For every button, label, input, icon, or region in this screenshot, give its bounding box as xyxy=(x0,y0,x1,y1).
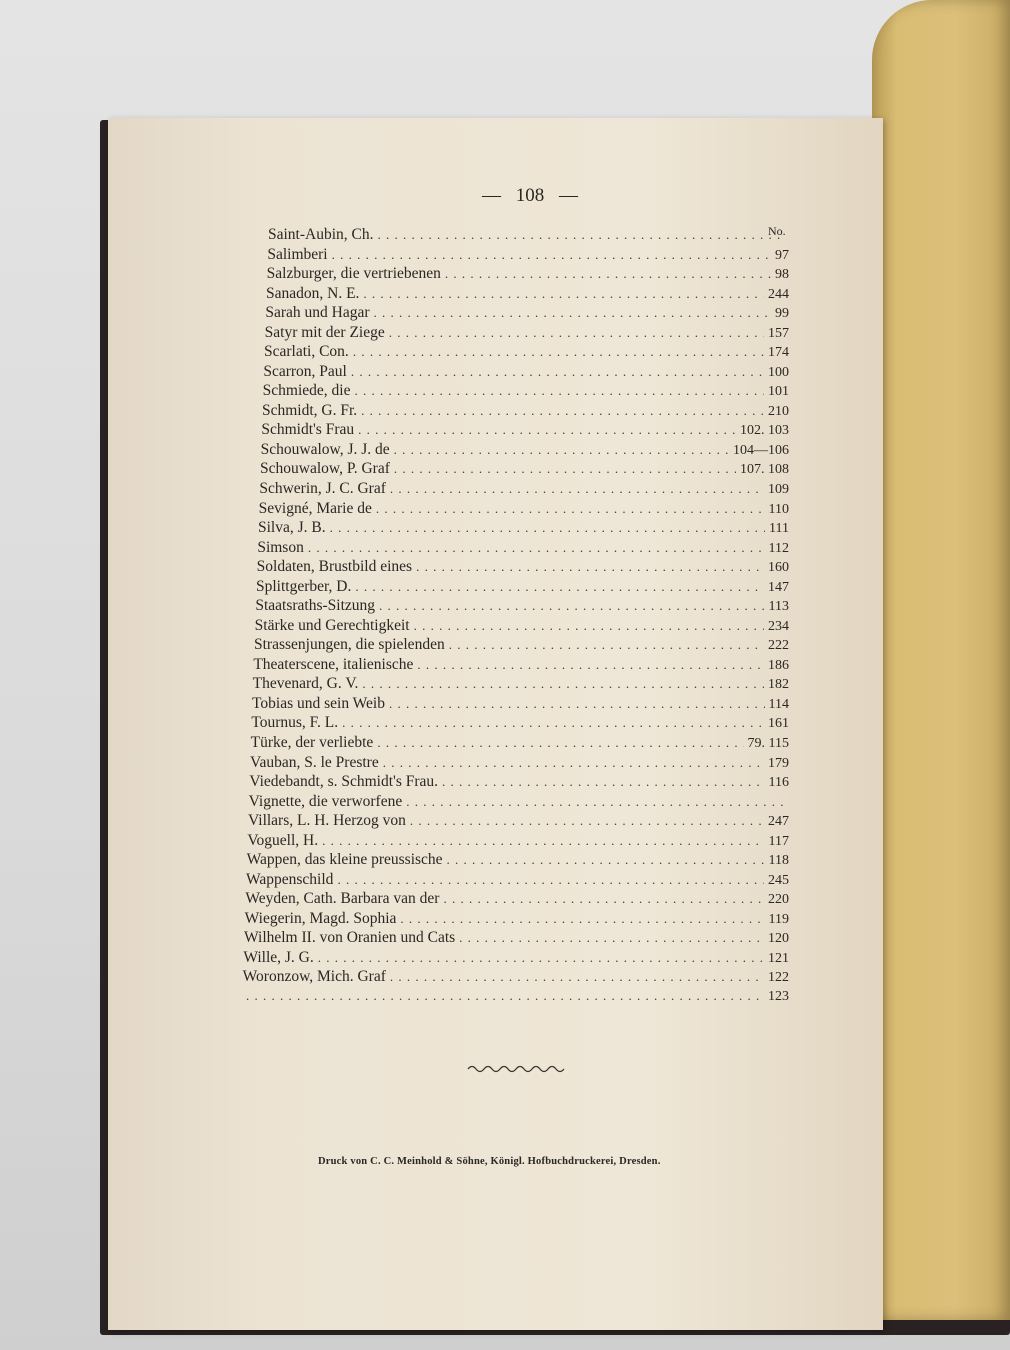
dot-leader xyxy=(389,325,764,341)
dot-leader xyxy=(342,715,764,731)
index-entry-name: Tobias und sein Weib xyxy=(252,694,385,712)
index-entry xyxy=(257,558,789,578)
index-entry-name: Sarah und Hagar xyxy=(265,304,370,322)
index-entry xyxy=(247,851,789,871)
index-entry-number: 113 xyxy=(768,599,789,615)
index-entry-number: 104—106 xyxy=(732,442,789,458)
index-entry xyxy=(251,734,789,754)
dot-leader xyxy=(354,383,764,399)
index-entry xyxy=(244,929,789,949)
index-entry-number: 234 xyxy=(767,618,789,634)
dot-leader xyxy=(379,598,764,614)
index-entry-name: Thevenard, G. V. xyxy=(252,675,359,693)
index-entry-number: 116 xyxy=(768,775,789,791)
index-entry xyxy=(249,793,789,813)
dot-leader xyxy=(394,442,729,458)
index-entry xyxy=(247,832,789,852)
index-entry-number: 210 xyxy=(768,403,789,419)
dot-leader xyxy=(414,618,764,634)
ornament-divider xyxy=(466,1062,566,1076)
dot-leader xyxy=(378,227,786,243)
index-entry-number: 182 xyxy=(767,677,789,693)
index-entry xyxy=(254,636,789,656)
dot-leader xyxy=(416,559,764,575)
dot-leader xyxy=(358,422,736,438)
index-entry xyxy=(265,324,789,344)
index-entry xyxy=(261,441,789,461)
dot-leader xyxy=(361,403,764,419)
page-number-dash-left: — xyxy=(482,185,501,206)
index-entry xyxy=(264,343,789,363)
page-number-dash-right: — xyxy=(559,185,578,206)
index-entry-name: Tournus, F. L. xyxy=(251,714,339,732)
index-entry-name: Vignette, die verworfene xyxy=(248,792,403,810)
index-entry-number: 121 xyxy=(767,950,789,966)
dot-leader xyxy=(394,461,736,477)
index-entry-name: Wappen, das kleine preussische xyxy=(246,851,443,869)
index-entry-name: Vauban, S. le Prestre xyxy=(250,753,379,771)
index-entry xyxy=(263,382,789,402)
index-entry-name: Voguell, H. xyxy=(247,831,319,849)
index-entry-name: Saint-Aubin, Ch. xyxy=(268,226,374,243)
dot-leader xyxy=(308,540,765,556)
index-entry-number: 245 xyxy=(768,872,789,888)
index-entry-number: 112 xyxy=(768,540,789,556)
dot-leader xyxy=(390,481,764,497)
dot-leader xyxy=(410,813,764,829)
index-entry-number: 119 xyxy=(768,911,789,927)
index-entry-name: Wille, J. G. xyxy=(243,948,314,966)
index-entry-name: Schouwalow, P. Graf xyxy=(260,460,390,478)
index-entry xyxy=(245,910,789,930)
index-entry xyxy=(261,421,789,441)
dot-leader xyxy=(363,286,764,302)
index-entry-number: 100 xyxy=(767,364,789,380)
index-entry-name: Schmiede, die xyxy=(262,382,351,400)
dot-leader xyxy=(443,891,764,907)
dot-leader xyxy=(318,950,764,966)
index-entry-number: 186 xyxy=(767,657,789,673)
index-entry xyxy=(255,597,789,617)
index-entry-name: Schmidt, G. Fr. xyxy=(262,401,358,419)
index-entry-name: Wilhelm II. von Oranien und Cats xyxy=(244,929,456,947)
dot-leader xyxy=(417,657,764,673)
index-entry xyxy=(253,656,789,676)
dot-leader xyxy=(330,520,765,536)
dot-leader xyxy=(383,755,764,771)
index-entry xyxy=(265,304,789,324)
index-entry-name: Sanadon, N. E. xyxy=(266,284,360,302)
index-entry xyxy=(267,265,789,285)
index-entry xyxy=(257,539,789,559)
index-entry-number: 120 xyxy=(768,931,789,947)
index-entry-name: Strassenjungen, die spielenden xyxy=(254,636,445,654)
index-entry xyxy=(243,968,789,988)
dot-leader xyxy=(246,988,764,1004)
index-entry-number: 244 xyxy=(768,286,789,302)
page-number-value: 108 xyxy=(515,185,545,206)
dot-leader xyxy=(449,637,764,653)
dot-leader xyxy=(447,852,765,868)
index-entry-number: 111 xyxy=(769,521,789,537)
index-entry-number: 247 xyxy=(768,814,789,830)
index-entry-name: Splittgerber, D. xyxy=(256,577,352,595)
dot-leader xyxy=(355,579,764,595)
index-entry-name: Stärke und Gerechtigkeit xyxy=(254,616,410,634)
dot-leader xyxy=(406,794,785,810)
index-entry xyxy=(262,402,789,422)
index-entry-name: Soldaten, Brustbild eines xyxy=(256,558,413,576)
index-entry-number: 102. 103 xyxy=(739,423,789,439)
index-entry-number: 107. 108 xyxy=(740,462,789,478)
column-header-no: No. xyxy=(768,224,786,238)
index-entry-name: Woronzow, Mich. Graf xyxy=(242,968,386,986)
index-entry-name: Sevigné, Marie de xyxy=(258,499,372,517)
dot-leader xyxy=(376,501,765,517)
index-entry-name: Wappenschild xyxy=(246,870,334,888)
index-entry-name: Staatsraths-Sitzung xyxy=(255,597,376,615)
index-entry-name: Simson xyxy=(257,538,304,556)
dot-leader xyxy=(400,911,764,927)
index-entry xyxy=(242,988,789,1008)
dot-leader xyxy=(377,735,743,751)
index-entry-name: Scarlati, Con. xyxy=(264,343,349,361)
index-entry xyxy=(266,285,789,305)
index-entry-number: 110 xyxy=(768,501,789,517)
index-entry xyxy=(259,480,789,500)
dot-leader xyxy=(362,676,764,692)
dot-leader xyxy=(322,833,764,849)
dot-leader xyxy=(459,930,764,946)
index-entry xyxy=(251,714,789,734)
index-entry xyxy=(267,246,789,266)
dot-leader xyxy=(332,247,771,263)
index-entry-number: 109 xyxy=(767,482,789,497)
dot-leader xyxy=(351,364,764,380)
index-entry-number: 118 xyxy=(768,853,789,869)
dot-leader xyxy=(353,344,764,360)
index-entry-name: Schmidt's Frau xyxy=(261,421,355,439)
index-entry xyxy=(250,754,789,774)
index-entry-number: 117 xyxy=(768,833,789,849)
index-entry xyxy=(246,871,789,891)
index-entry-number: 160 xyxy=(767,560,789,576)
index-entry-name: Salzburger, die vertriebenen xyxy=(266,265,441,283)
index-entry-name: Schouwalow, J. J. de xyxy=(260,440,390,458)
index-entry-number: 123 xyxy=(768,989,789,1004)
index-entry-number: 98 xyxy=(774,267,789,283)
index-entry xyxy=(245,890,789,910)
index-entry-number: 114 xyxy=(768,696,789,712)
index-entry-name: Theaterscene, italienische xyxy=(253,655,414,673)
dot-leader xyxy=(390,969,764,985)
index-entry xyxy=(260,460,789,480)
index-entry-number: 101 xyxy=(767,384,789,400)
index-entry-name: Silva, J. B. xyxy=(258,519,326,537)
index-entry xyxy=(243,949,789,969)
index-entry-number: 147 xyxy=(768,579,789,595)
index-entry-name: Weyden, Cath. Barbara van der xyxy=(245,890,440,908)
index-entry-name: Schwerin, J. C. Graf xyxy=(259,480,386,497)
index-entry xyxy=(256,578,789,598)
dot-leader xyxy=(442,774,764,790)
index-entry-number: 157 xyxy=(767,325,789,341)
index-entry-name: Satyr mit der Ziege xyxy=(264,323,385,341)
index-entry-name: Viedebandt, s. Schmidt's Frau. xyxy=(249,773,439,791)
index-entry-number: 222 xyxy=(768,638,789,654)
dot-leader xyxy=(389,696,765,712)
index-entry xyxy=(253,675,789,695)
index-entry-number: 99 xyxy=(774,306,789,322)
index-entry-name: Villars, L. H. Herzog von xyxy=(248,812,406,830)
index-entry-number: 79. 115 xyxy=(747,736,789,751)
printer-imprint: Druck von C. C. Meinhold & Söhne, Königl. Hofbuchdruckerei, Dresden. xyxy=(318,1156,661,1167)
index-entry-name: Scarron, Paul xyxy=(263,362,347,380)
index-entry-number: 179 xyxy=(768,755,789,771)
index-entry xyxy=(255,617,789,637)
index-entry xyxy=(259,500,789,520)
index-entry-number: 220 xyxy=(767,892,789,908)
index-entry-number: 161 xyxy=(767,716,789,732)
index-entry xyxy=(263,363,789,383)
index-entry xyxy=(248,812,789,832)
index-entry-number: 174 xyxy=(768,345,789,361)
index-entry-number: 122 xyxy=(767,970,789,986)
dot-leader xyxy=(445,266,771,282)
dot-leader xyxy=(373,305,771,321)
index-entry-name: Türke, der verliebte xyxy=(250,734,374,751)
index-entry-name: Salimberi xyxy=(267,245,328,263)
index-entry-name: Wiegerin, Magd. Sophia xyxy=(244,909,397,927)
index-entry-number: 97 xyxy=(774,247,789,263)
dot-leader xyxy=(337,872,764,888)
index-entry xyxy=(258,519,789,539)
index-entry xyxy=(249,773,789,793)
index-entry xyxy=(268,226,789,246)
index-entry xyxy=(252,695,789,715)
